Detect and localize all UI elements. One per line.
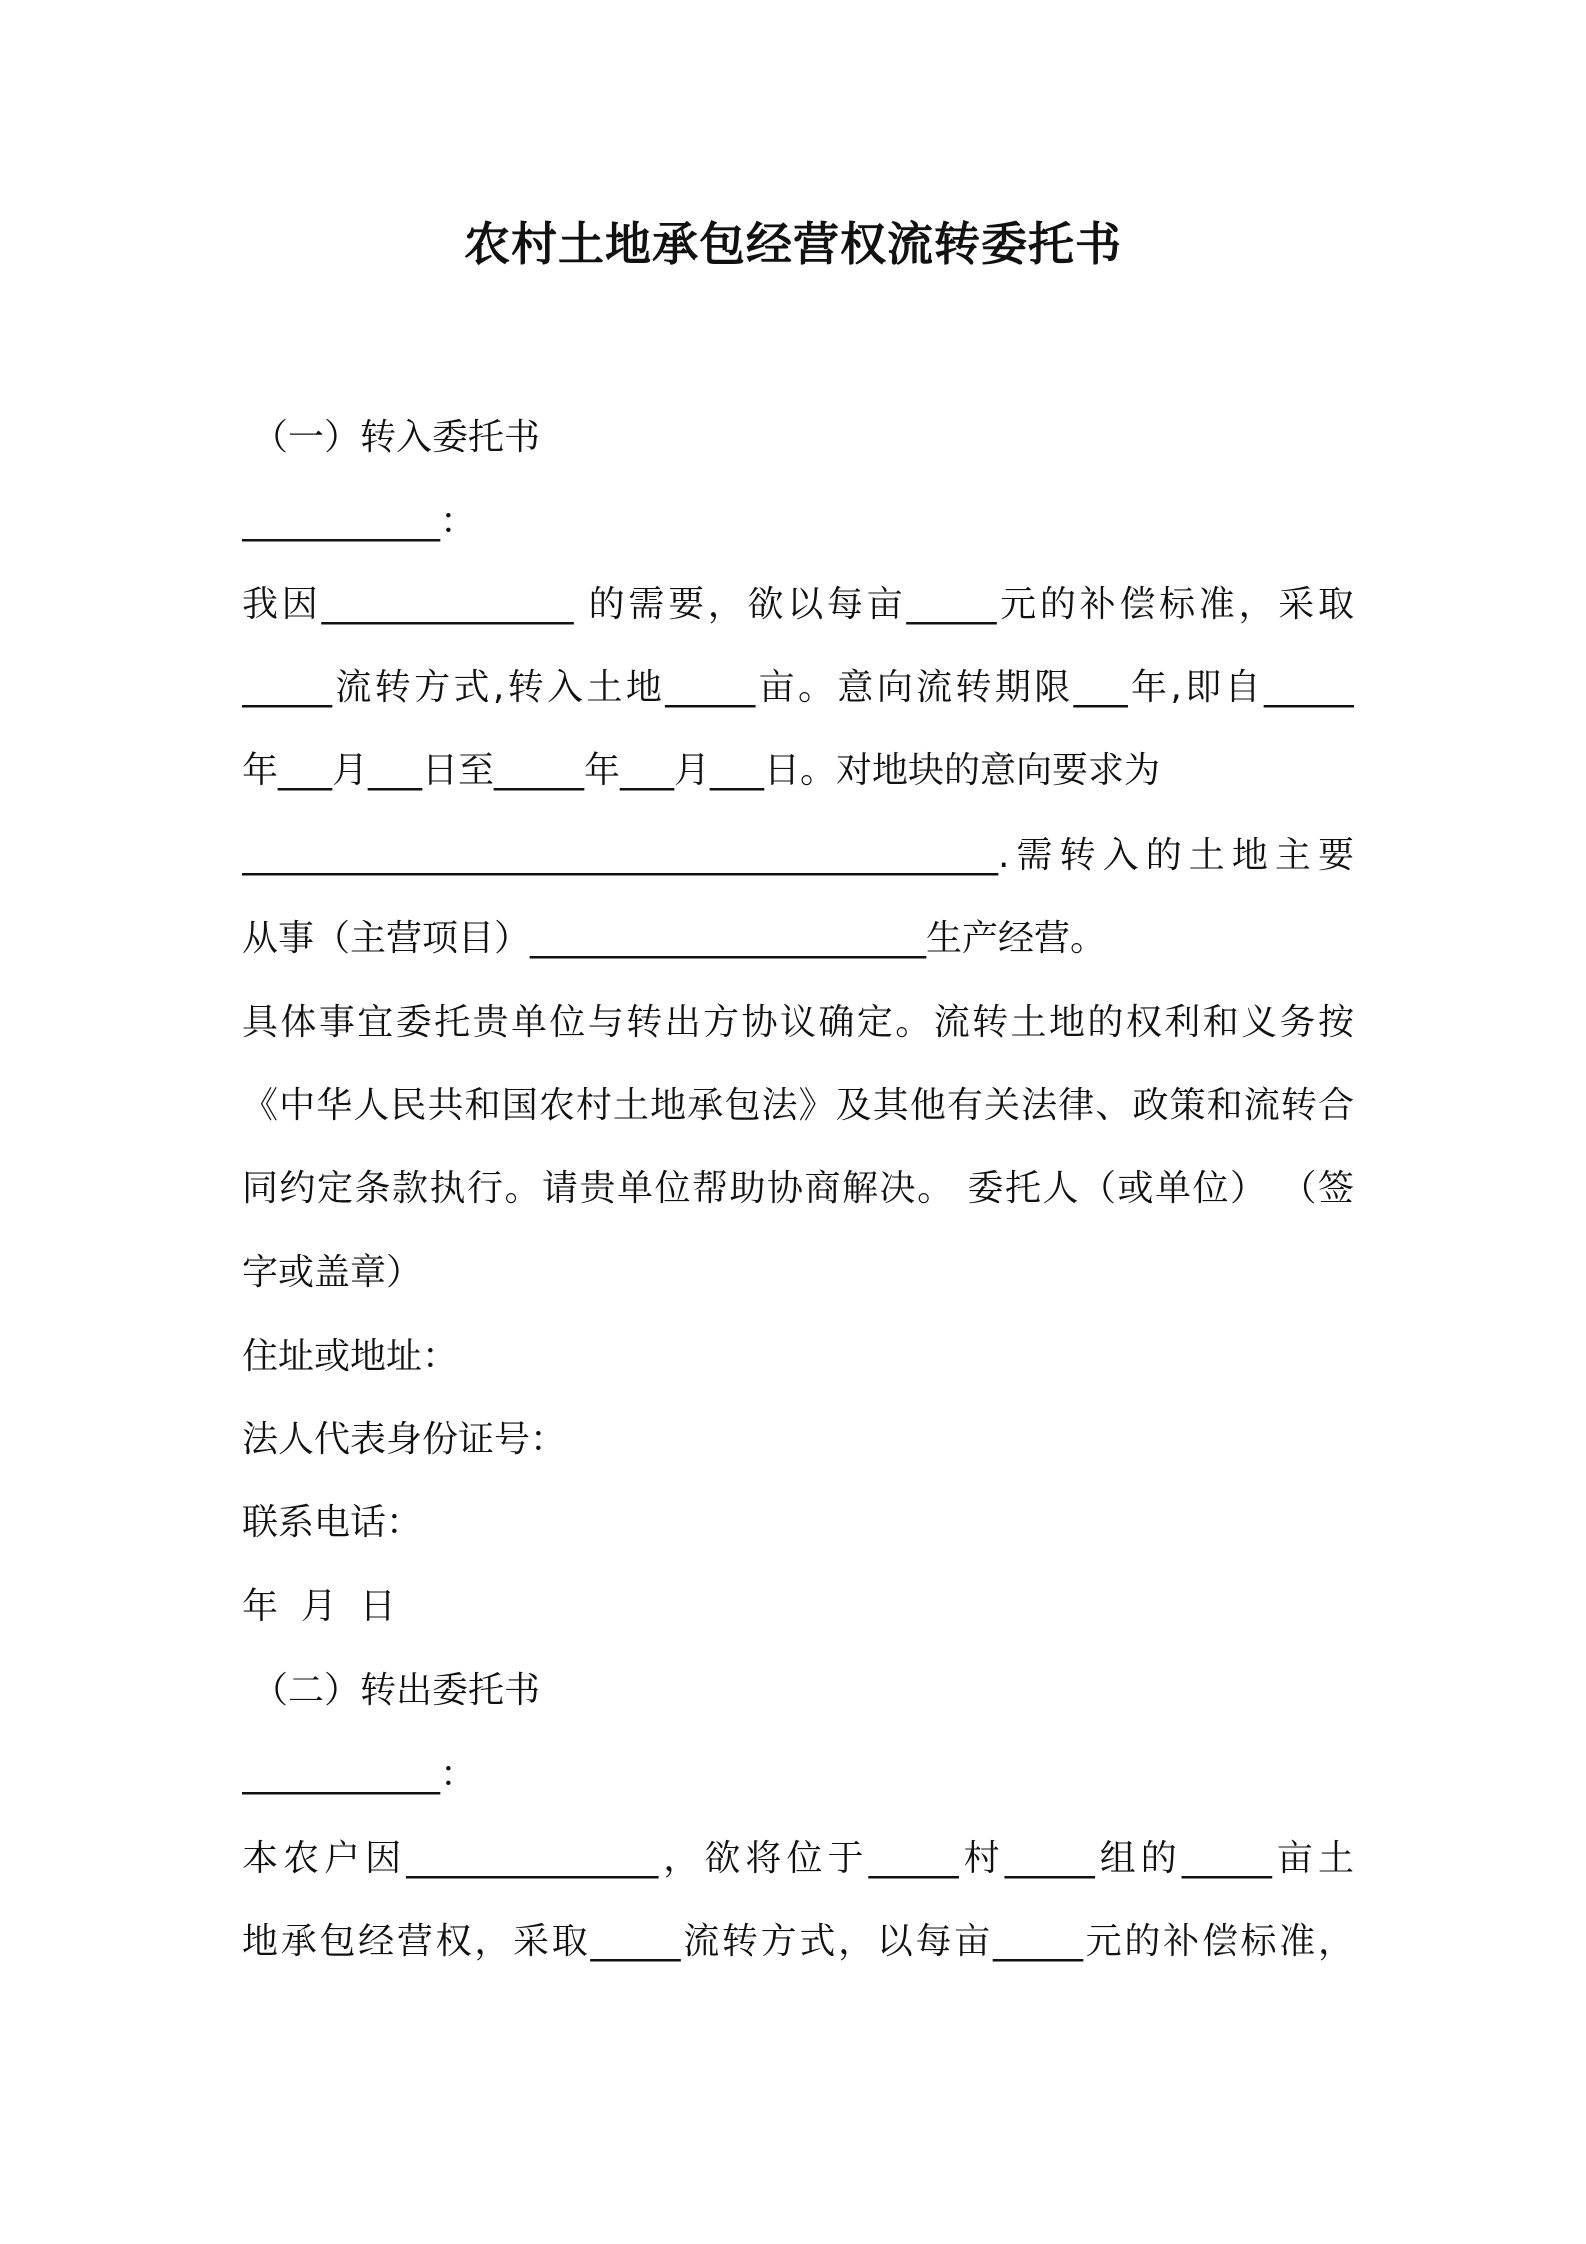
- paragraph-line: 具体事宜委托贵单位与转出方协议确定。流转土地的权利和义务按: [242, 1002, 1354, 1043]
- paragraph-line: 本农户因______________，欲将位于_____村_____组的_____亩土: [242, 1838, 1354, 1879]
- date-label: 年 月 日: [242, 1586, 396, 1627]
- address-label: 住址或地址：: [242, 1336, 459, 1377]
- paragraph-line: _____流转方式,转入土地_____亩。意向流转期限___年,即自_____: [242, 667, 1354, 708]
- paragraph-line: 《中华人民共和国农村土地承包法》及其他有关法律、政策和流转合: [242, 1085, 1354, 1126]
- phone-label: 联系电话：: [242, 1502, 423, 1543]
- paragraph-line: 从事（主营项目）______________________生产经营。: [242, 918, 1107, 959]
- paragraph-line: __________________________________________.需转入的土地主要: [242, 835, 1354, 876]
- document-title: 农村土地承包经营权流转委托书: [464, 217, 1122, 271]
- paragraph-line: 我因______________ 的需要，欲以每亩_____元的补偿标准，采取: [242, 584, 1354, 625]
- section-heading-transfer-out: （二）转出委托书: [252, 1670, 541, 1711]
- addressee-blank: ___________：: [242, 501, 477, 542]
- paragraph-line: 年___月___日至_____年___月___日。对地块的意向要求为: [242, 750, 1161, 791]
- paragraph-line: 字或盖章）: [242, 1252, 423, 1293]
- addressee-blank: ___________：: [242, 1754, 477, 1795]
- legal-rep-id-label: 法人代表身份证号：: [242, 1419, 567, 1460]
- section-heading-transfer-in: （一）转入委托书: [252, 417, 541, 458]
- paragraph-line: 同约定条款执行。请贵单位帮助协商解决。 委托人（或单位） （签: [242, 1168, 1354, 1209]
- paragraph-line: 地承包经营权，采取_____流转方式，以每亩_____元的补偿标准，: [242, 1921, 1354, 1962]
